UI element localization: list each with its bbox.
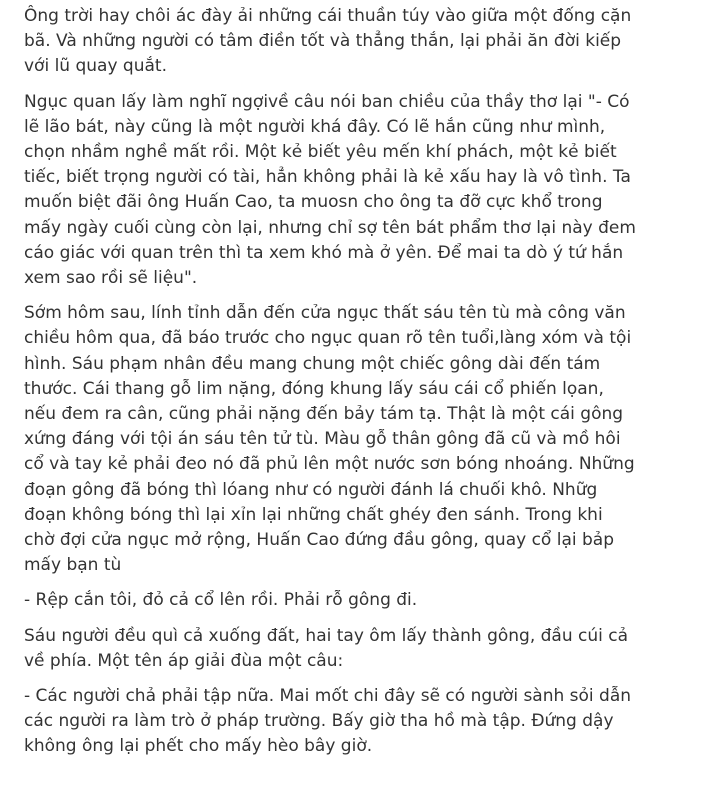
text-line: với lũ quay quắt. xyxy=(24,56,167,77)
text-line: mấy ngày cuối cùng còn lại, nhưng chỉ sợ tên bát phẩm thơ lại này đem xyxy=(24,217,636,238)
text-line: chiều hôm qua, đã báo trước cho ngục quan rõ tên tuổi,làng xóm và tội xyxy=(24,328,632,349)
paragraph-3 xyxy=(24,301,708,578)
text-line: chọn nhầm nghề mất rồi. Một kẻ biết yêu mến khí phách, một kẻ biết xyxy=(24,142,617,163)
text-line: tiếc, biết trọng người có tài, hẳn không phải là kẻ xấu hay là vô tình. Ta xyxy=(24,167,631,188)
text-line: - Rệp cắn tôi, đỏ cả cổ lên rồi. Phải rỗ gông đi. xyxy=(24,590,418,611)
text-line: - Các người chả phải tập nữa. Mai mốt chi đây sẽ có người sành sỏi dẫn xyxy=(24,686,632,707)
text-line: không ông lại phết cho mấy hèo bây giờ. xyxy=(24,736,373,757)
text-line: Ông trời hay chôi ác đày ải những cái thuần túy vào giữa một đống cặn xyxy=(24,6,632,26)
text-line: xứng đáng với tội án sáu tên tử tù. Màu gỗ thân gông đã cũ và mồ hôi xyxy=(24,429,621,450)
text-line: cáo giác với quan trên thì ta xem khó mà ở yên. Để mai ta dò ý tứ hắn xyxy=(24,242,624,263)
text-line: hình. Sáu phạm nhân đều mang chung một chiếc gông dài đến tám xyxy=(24,353,601,374)
text-line: cổ và tay kẻ phải đeo nó đã phủ lên một nước sơn bóng nhoáng. Những xyxy=(24,454,635,475)
text-line: Ngục quan lấy làm nghĩ ngợivề câu nói ban chiều của thầy thơ lại "- Có xyxy=(24,91,630,112)
paragraph-5 xyxy=(24,624,708,674)
text-line: đoạn gông đã bóng thì lóang như có người đánh lá chuối khô. Nhữg xyxy=(24,479,598,500)
paragraph-2 xyxy=(24,90,708,292)
text-line: Sớm hôm sau, lính tỉnh dẫn đến cửa ngục thất sáu tên tù mà công văn xyxy=(24,303,626,324)
text-line: chờ đợi cửa ngục mở rộng, Huấn Cao đứng đầu gông, quay cổ lại bảp xyxy=(24,530,615,551)
text-line: nếu đem ra cân, cũng phải nặng đến bảy tám tạ. Thật là một cái gông xyxy=(24,404,624,425)
text-line: Sáu người đều quì cả xuống đất, hai tay ôm lấy thành gông, đầu cúi cả xyxy=(24,625,629,646)
text-line: thước. Cái thang gỗ lim nặng, đóng khung lấy sáu cái cổ phiến lọan, xyxy=(24,378,604,399)
text-line: các người ra làm trò ở pháp trường. Bấy giờ tha hồ mà tập. Đứng dậy xyxy=(24,711,614,732)
text-line: mấy bạn tù xyxy=(24,555,122,576)
text-line: về phía. Một tên áp giải đùa một câu: xyxy=(24,650,344,671)
paragraph-1 xyxy=(24,4,708,80)
text-line: bã. Và những người có tâm điền tốt và thẳng thắn, lại phải ăn đời kiếp xyxy=(24,31,622,52)
text-line: muốn biệt đãi ông Huấn Cao, ta muosn cho ông ta đỡ cực khổ trong xyxy=(24,192,603,213)
text-line: lẽ lão bát, này cũng là một người khá đây. Có lẽ hắn cũng như mình, xyxy=(24,116,606,137)
text-line: xem sao rồi sẽ liệu". xyxy=(24,268,198,289)
text-line: đoạn không bóng thì lại xỉn lại những chất ghéy đen sánh. Trong khi xyxy=(24,504,603,525)
paragraph-4 xyxy=(24,588,708,613)
paragraph-6 xyxy=(24,684,708,760)
